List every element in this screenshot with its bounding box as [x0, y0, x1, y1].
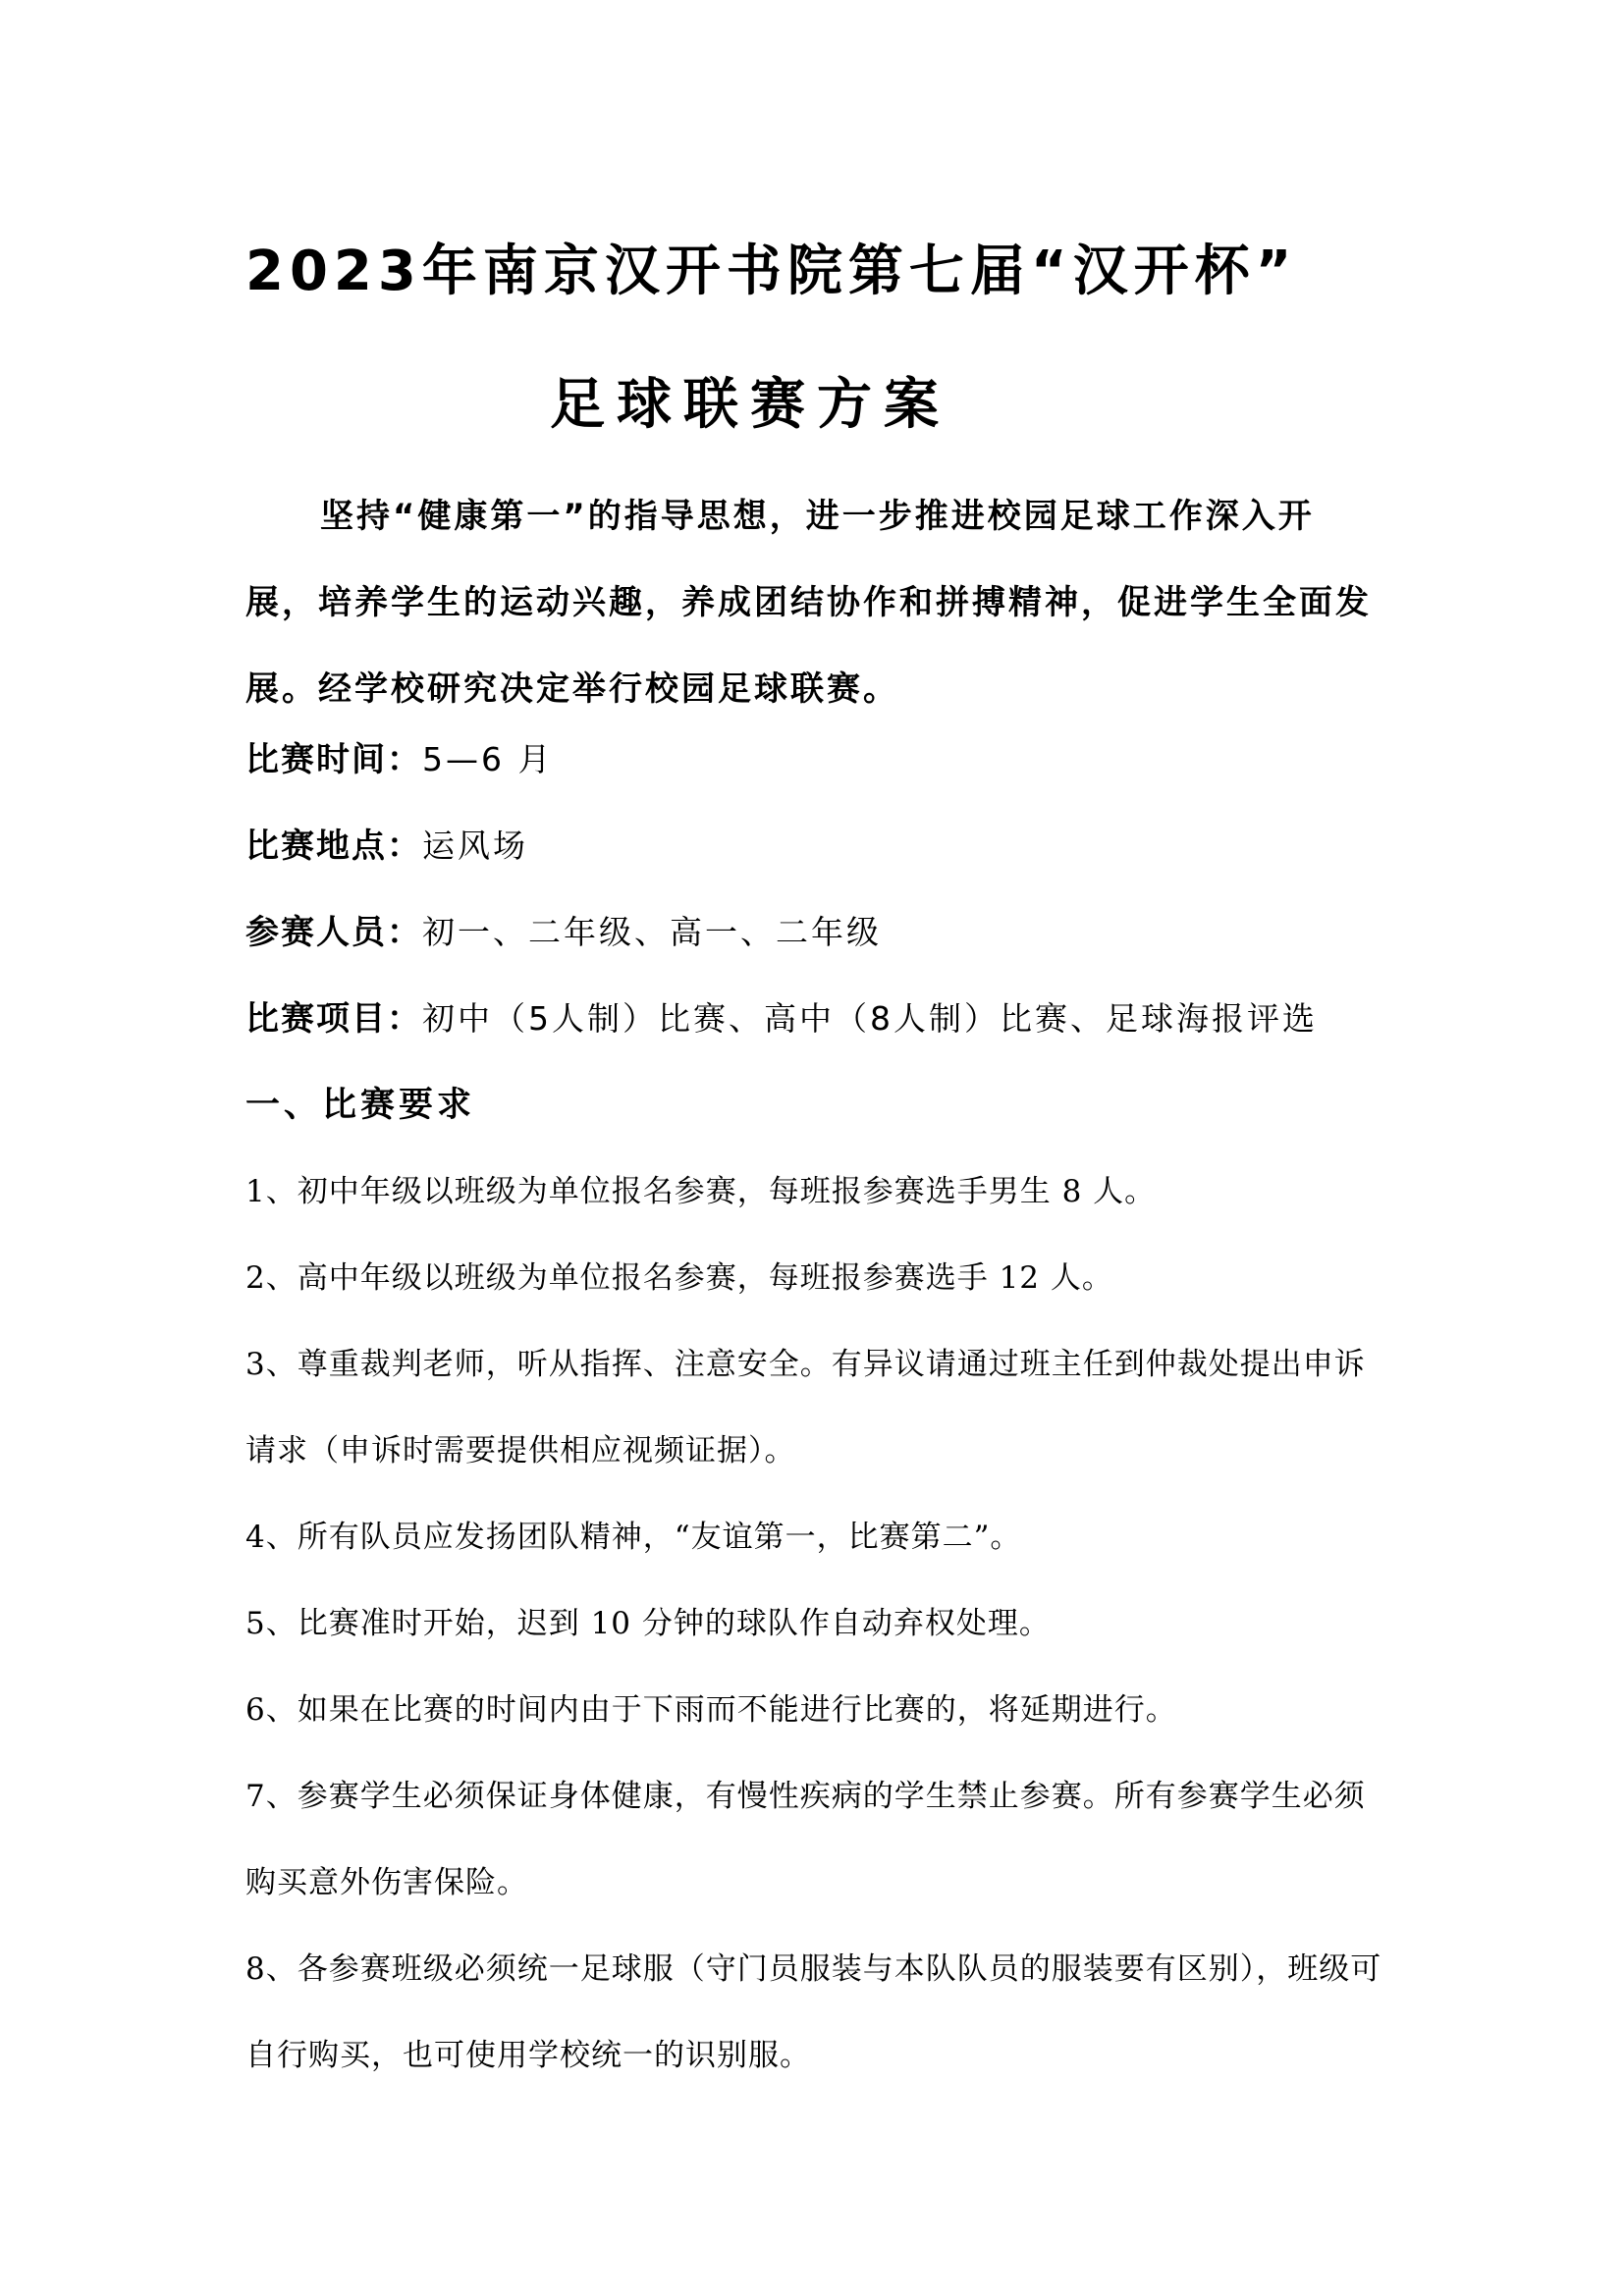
- info-events-label: 比赛项目：: [245, 999, 422, 1039]
- intro-paragraph: 坚持“健康第一”的指导思想，进一步推进校园足球工作深入开展，培养学生的运动兴趣，养成团结协作和拼搏精神，促进学生全面发展。经学校研究决定举行校园足球联赛。: [245, 497, 1372, 709]
- document-title-line2: 足球联赛方案: [550, 373, 950, 437]
- info-participants-label: 参赛人员：: [245, 913, 422, 952]
- requirement-item-1: 1、初中年级以班级为单位报名参赛，每班报参赛选手男生 8 人。: [245, 1174, 1157, 1209]
- requirement-item-6: 6、如果在比赛的时间内由于下雨而不能进行比赛的，将延期进行。: [245, 1692, 1177, 1728]
- info-venue-value: 运风场: [422, 827, 528, 865]
- info-time: [245, 738, 553, 781]
- requirement-item-3: 3、尊重裁判老师，听从指挥、注意安全。有异议请通过班主任到仲裁处提出申诉请求（申诉时需要提供相应视频证据）。: [245, 1347, 1366, 1468]
- requirement-item-7: 7、参赛学生必须保证身体健康，有慢性疾病的学生禁止参赛。所有参赛学生必须购买意外伤害保险。: [245, 1779, 1366, 1900]
- section-heading-requirements: 一、比赛要求: [245, 1086, 476, 1125]
- requirement-item-5: 5、比赛准时开始，迟到 10 分钟的球队作自动弃权处理。: [245, 1606, 1051, 1641]
- document-title-line1: 2023年南京汉开书院第七届“汉开杯”: [245, 240, 1298, 303]
- info-time-value: 5—6 月: [422, 740, 554, 778]
- info-time-label: 比赛时间：: [245, 740, 422, 779]
- info-events-value: 初中（5人制）比赛、高中（8人制）比赛、足球海报评选: [422, 999, 1318, 1038]
- info-venue-label: 比赛地点：: [245, 827, 422, 866]
- requirement-item-8: 8、各参赛班级必须统一足球服（守门员服装与本队队员的服装要有区别），班级可自行购买，也可使用学校统一的识别服。: [245, 1951, 1382, 2073]
- info-participants-value: 初一、二年级、高一、二年级: [422, 913, 882, 951]
- requirement-item-4: 4、所有队员应发扬团队精神，“友谊第一，比赛第二”。: [245, 1520, 1022, 1555]
- info-venue: [245, 825, 528, 868]
- requirement-item-2: 2、高中年级以班级为单位报名参赛，每班报参赛选手 12 人。: [245, 1260, 1113, 1296]
- info-participants: [245, 911, 882, 954]
- info-events: [245, 997, 1318, 1041]
